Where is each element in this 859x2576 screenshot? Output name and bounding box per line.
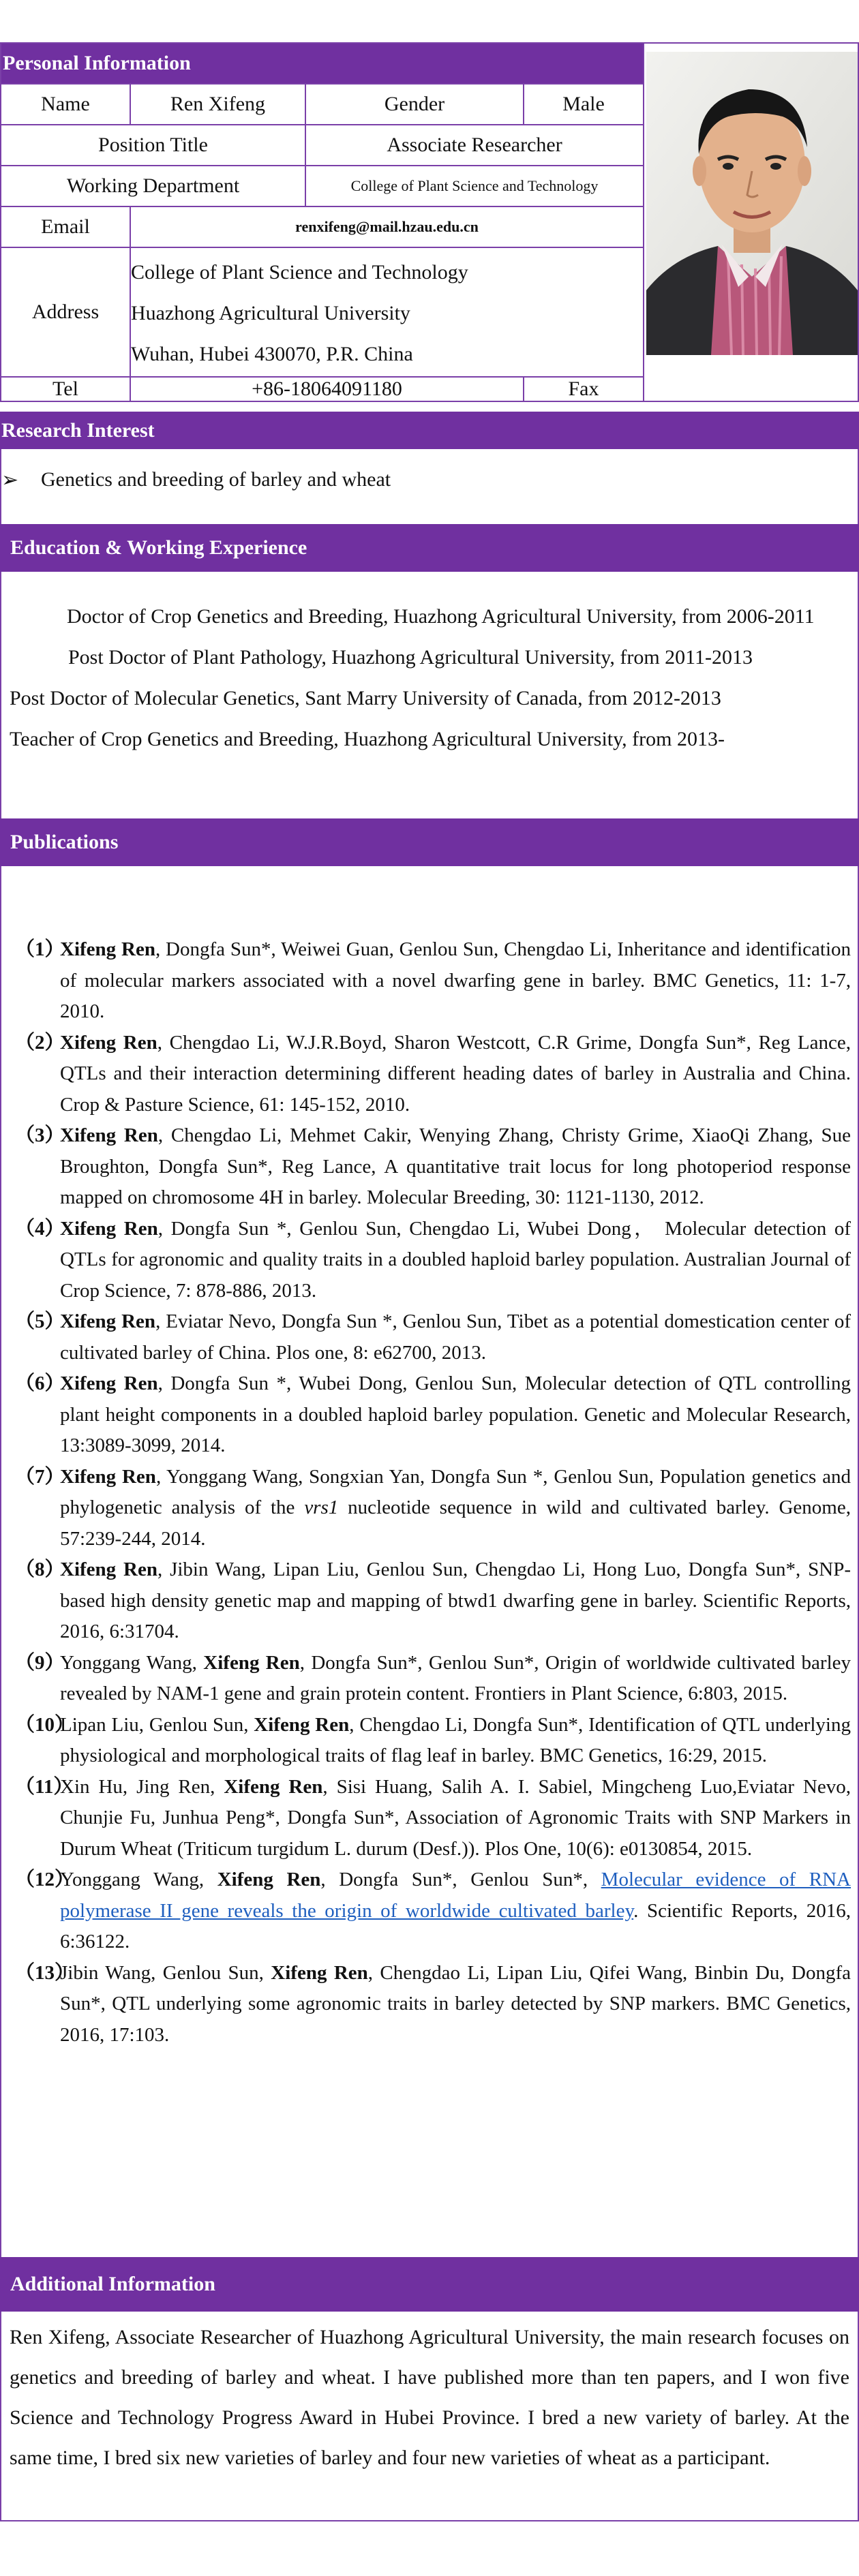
publication-author-highlight: Xifeng Ren <box>254 1713 350 1736</box>
publication-item <box>1 1120 858 1214</box>
address-line: Wuhan, Hubei 430070, P.R. China <box>131 343 413 365</box>
publication-item <box>1 1554 858 1648</box>
publication-authors-pre: Lipan Liu, Genlou Sun, <box>60 1713 254 1736</box>
education-item: Post Doctor of Molecular Genetics, Sant Marry University of Canada, from 2012-2013 <box>10 687 721 709</box>
publication-text: , Dongfa Sun *, Wubei Dong, Genlou Sun, Molecular detection of QTL controlling plant height components in a doubled haploid barley population. Genetic and Molecular Research, 13:3089-3099, 2014. <box>60 1373 851 1456</box>
publication-text: , Chengdao Li, Mehmet Cakir, Wenying Zhang, Christy Grime, XiaoQi Zhang, Sue Broughton, Dongfa Sun*, Reg Lance, A quantitative trait locus for long photoperiod response mapped on chromosome 4H in barley. Molecular Breeding, 30: 1121-1130, 2012. <box>60 1124 851 1208</box>
name-label: Name <box>1 84 130 125</box>
publication-item <box>1 1028 858 1121</box>
gender-value: Male <box>524 84 644 125</box>
research-interest-section <box>0 449 859 524</box>
bullet-arrow-icon: ➢ <box>1 469 19 491</box>
publication-number: （6） <box>15 1373 65 1394</box>
publication-number: （13） <box>15 1961 75 1984</box>
education-header <box>0 524 859 572</box>
publication-author-highlight: Xifeng Ren <box>60 1310 156 1332</box>
publication-item <box>1 1368 858 1462</box>
education-section <box>0 572 859 818</box>
publication-item <box>1 1648 858 1710</box>
publication-link[interactable]: Molecular evidence of RNA polymerase II gene reveals the origin of worldwide cultivated barley <box>60 1869 851 1922</box>
email-value[interactable]: renxifeng@mail.hzau.edu.cn <box>130 206 644 247</box>
publication-item <box>1 1214 858 1307</box>
fax-label: Fax <box>524 377 644 401</box>
publication-author-highlight: Xifeng Ren <box>217 1869 321 1890</box>
gender-label: Gender <box>305 84 524 125</box>
education-item: Post Doctor of Plant Pathology, Huazhong Agricultural University, from 2011-2013 <box>68 646 753 669</box>
publication-number: （8） <box>15 1559 65 1580</box>
publication-number: （11） <box>15 1775 74 1798</box>
profile-photo <box>646 52 858 355</box>
publication-item <box>1 1306 858 1368</box>
publication-number: （5） <box>15 1310 65 1332</box>
publication-author-highlight: Xifeng Ren <box>60 1031 157 1054</box>
address-label: Address <box>1 247 130 377</box>
department-value: College of Plant Science and Technology <box>305 166 644 206</box>
publication-text: , Dongfa Sun*, Genlou Sun*, <box>320 1869 601 1890</box>
education-item: Teacher of Crop Genetics and Breeding, Huazhong Agricultural University, from 2013- <box>10 728 725 750</box>
publication-authors-pre: Yonggang Wang, <box>60 1651 204 1674</box>
publication-text: , Chengdao Li, Lipan Liu, Qifei Wang, Binbin Du, Dongfa Sun*, QTL underlying some agronomic traits in barley detected by SNP markers. BMC Genetics, 2016, 17:103. <box>60 1961 852 2046</box>
additional-info-text: Ren Xifeng, Associate Researcher of Huazhong Agricultural University, the main research focuses on genetics and breeding of barley and wheat. I have published more than ten papers, and I won five Science and Technology Progress Award in Hubei Province. I bred a new variety of barley. At the same time, I bred six new varieties of barley and four new varieties of wheat as a participant. <box>10 2326 849 2469</box>
publication-item <box>1 1865 858 1958</box>
publication-author-highlight: Xifeng Ren <box>60 1124 158 1146</box>
personal-info-header: Personal Information <box>1 43 644 84</box>
additional-info-header <box>0 2257 859 2312</box>
address-line: Huazhong Agricultural University <box>131 302 410 324</box>
publication-number: （10） <box>15 1713 75 1736</box>
additional-info-title: Additional Information <box>10 2273 215 2295</box>
publication-number: （9） <box>15 1651 65 1674</box>
publication-item <box>1 1958 858 2051</box>
publication-author-highlight: Xifeng Ren <box>203 1651 300 1674</box>
publication-author-highlight: Xifeng Ren <box>60 1465 156 1488</box>
publication-number: （1） <box>15 938 65 960</box>
publication-authors-pre: Yonggang Wang, <box>60 1869 217 1890</box>
publication-item <box>1 1710 858 1772</box>
publication-text: , Dongfa Sun *, Genlou Sun, Chengdao Li, Wubei Dong， Molecular detection of QTLs for agronomic and quality traits in a doubled haploid barley population. Australian Journal of Crop Science, 7: 878-886, 2013. <box>60 1217 851 1302</box>
publications-section <box>0 866 859 2257</box>
publication-authors-pre: Jibin Wang, Genlou Sun, <box>60 1961 271 1984</box>
publication-number: （12） <box>15 1869 75 1890</box>
publication-author-highlight: Xifeng Ren <box>60 1217 158 1240</box>
education-title: Education & Working Experience <box>10 536 307 559</box>
publication-text-end: nucleotide sequence in wild and cultivated barley. Genome, 57:239-244, 2014. <box>60 1497 851 1550</box>
publication-number: （4） <box>15 1217 65 1240</box>
publications-header <box>0 818 859 866</box>
education-item: Doctor of Crop Genetics and Breeding, Huazhong Agricultural University, from 2006-2011 <box>67 605 815 628</box>
publication-number: （7） <box>15 1465 65 1488</box>
publication-author-highlight: Xifeng Ren <box>271 1961 368 1984</box>
email-label: Email <box>1 206 130 247</box>
publication-author-highlight: Xifeng Ren <box>60 1373 158 1394</box>
research-interest-header <box>0 412 859 449</box>
publication-text: , Chengdao Li, Dongfa Sun*, Identification of QTL underlying physiological and morphological traits of flag leaf in barley. BMC Genetics, 16:29, 2015. <box>60 1713 851 1766</box>
position-value: Associate Researcher <box>305 125 644 166</box>
publication-text: , Yonggang Wang, Songxian Yan, Dongfa Sun *, Genlou Sun, Population genetics and phylogenetic analysis of the <box>60 1465 851 1518</box>
additional-info-section <box>0 2312 859 2521</box>
publication-text: , Sisi Huang, Salih A. I. Sabiel, Mingcheng Luo,Eviatar Nevo, Chunjie Fu, Junhua Peng*, Dongfa Sun*, Association of Agronomic Traits with SNP Markers in Durum Wheat (Triticum turgidum L. durum (Desf.)). Plos One, 10(6): e0130854, 2015. <box>60 1775 851 1860</box>
tel-label: Tel <box>1 377 130 401</box>
publication-author-highlight: Xifeng Ren <box>60 938 155 960</box>
department-label: Working Department <box>1 166 305 206</box>
publication-list <box>1 934 858 2051</box>
address-line: College of Plant Science and Technology <box>131 261 468 283</box>
publication-text-end: . Scientific Reports, 2016, 6:36122. <box>60 1899 851 1952</box>
publication-author-highlight: Xifeng Ren <box>60 1559 157 1580</box>
publication-author-highlight: Xifeng Ren <box>224 1775 323 1798</box>
publication-italic-term: vrs1 <box>304 1497 339 1518</box>
publication-item <box>1 1772 858 1865</box>
position-label: Position Title <box>1 125 305 166</box>
publication-number: （3） <box>15 1124 65 1146</box>
photo-cell <box>644 43 858 401</box>
research-interest-item: Genetics and breeding of barley and wheat <box>41 468 391 491</box>
publications-title: Publications <box>10 831 119 853</box>
publication-text: , Eviatar Nevo, Dongfa Sun *, Genlou Sun, Tibet as a potential domestication center of cultivated barley of China. Plos one, 8: e62700, 2013. <box>60 1310 851 1364</box>
tel-value: +86-18064091180 <box>130 377 524 401</box>
publication-text: , Jibin Wang, Lipan Liu, Genlou Sun, Chengdao Li, Hong Luo, Dongfa Sun*, SNP-based high density genetic map and mapping of btwd1 dwarfing gene in barley. Scientific Reports, 2016, 6:31704. <box>60 1559 852 1642</box>
research-interest-title: Research Interest <box>1 419 155 442</box>
address-value <box>130 247 644 377</box>
publication-authors-pre: Xin Hu, Jing Ren, <box>60 1775 224 1798</box>
publication-item <box>1 934 858 1028</box>
publication-text: , Dongfa Sun*, Genlou Sun*, Origin of worldwide cultivated barley revealed by NAM-1 gene and grain protein content. Frontiers in Plant Science, 6:803, 2015. <box>60 1651 852 1704</box>
name-value: Ren Xifeng <box>130 84 305 125</box>
personal-info-table <box>0 42 859 402</box>
publication-text: , Chengdao Li, W.J.R.Boyd, Sharon Westcott, C.R Grime, Dongfa Sun*, Reg Lance, QTLs and their interaction determining different heading dates of barley in Australia and China. Crop & Pasture Science, 61: 145-152, 2010. <box>60 1031 852 1116</box>
publication-item <box>1 1462 858 1555</box>
publication-text: , Dongfa Sun*, Weiwei Guan, Genlou Sun, Chengdao Li, Inheritance and identification of molecular markers associated with a novel dwarfing gene in barley. BMC Genetics, 11: 1-7, 2010. <box>60 938 851 1022</box>
publication-number: （2） <box>15 1031 65 1054</box>
